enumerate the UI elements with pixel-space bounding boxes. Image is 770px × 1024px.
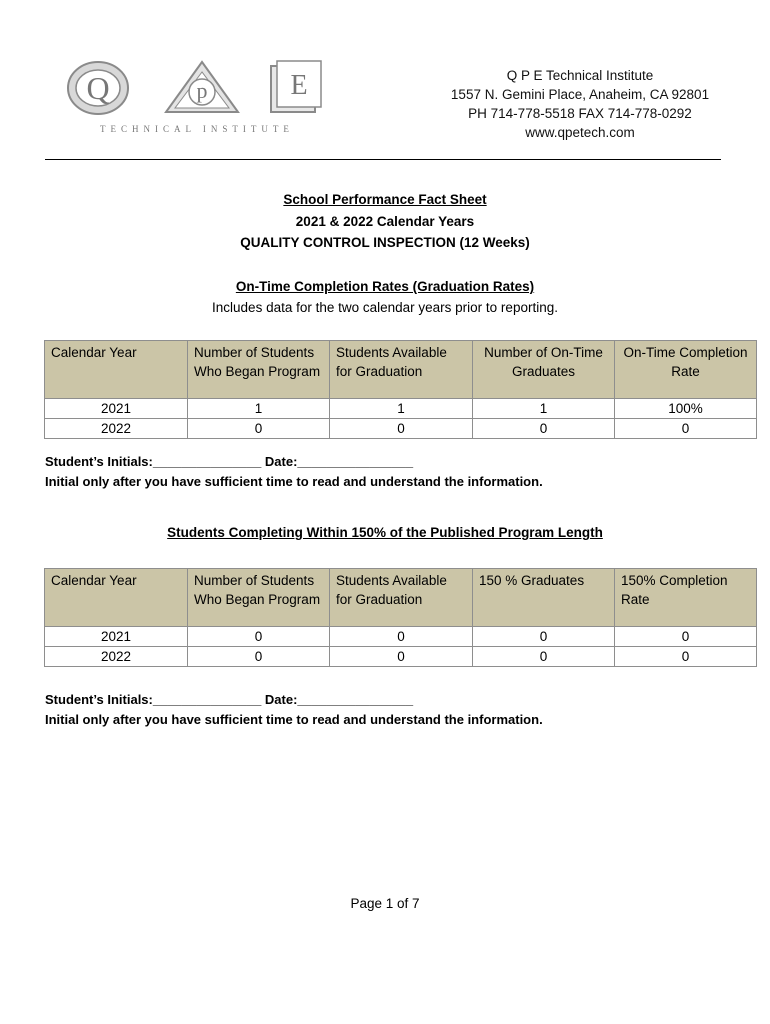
header-cell: Calendar Year (45, 341, 188, 399)
page-number: Page 1 of 7 (350, 896, 420, 911)
table-row (45, 419, 757, 439)
table-cell: 2021 (45, 627, 188, 647)
section2-heading: Students Completing Within 150% of the Published Program Length (167, 525, 603, 540)
completion-150-table (44, 568, 757, 667)
table-cell: 0 (330, 419, 473, 439)
logo-caption: TECHNICAL INSTITUTE (100, 124, 294, 134)
table-cell: 0 (473, 627, 615, 647)
section-on-time-heading (0, 276, 770, 318)
document-titles (0, 189, 770, 254)
table-cell: 0 (188, 627, 330, 647)
table-cell: 2021 (45, 399, 188, 419)
header-divider (45, 159, 721, 160)
table-cell: 1 (188, 399, 330, 419)
document-years: 2021 & 2022 Calendar Years (295, 213, 475, 229)
table-cell: 1 (330, 399, 473, 419)
header-cell: Students Available for Graduation (330, 569, 473, 627)
header-cell: 150 % Graduates (473, 569, 615, 627)
program-name: QUALITY CONTROL INSPECTION (12 Weeks) (240, 235, 530, 250)
institute-name: Q P E Technical Institute (506, 68, 654, 83)
table-cell: 0 (473, 419, 615, 439)
table-cell: 2022 (45, 419, 188, 439)
table-header-row (45, 341, 757, 399)
logo-letter-q: Q (86, 70, 110, 106)
table-cell: 0 (330, 627, 473, 647)
logo-q-mark (68, 62, 128, 114)
document-title: School Performance Fact Sheet (283, 192, 487, 207)
table-cell: 0 (615, 419, 757, 439)
table-row (45, 627, 757, 647)
institute-address: 1557 N. Gemini Place, Anaheim, CA 92801 (450, 87, 710, 102)
table-cell: 100% (615, 399, 757, 419)
section1-heading: On-Time Completion Rates (Graduation Rates) (235, 279, 535, 294)
table-cell: 0 (473, 647, 615, 667)
table-cell: 0 (188, 419, 330, 439)
initials-instruction: Initial only after you have sufficient time to read and understand the information. (45, 712, 543, 727)
table-cell: 0 (615, 627, 757, 647)
initials-instruction: Initial only after you have sufficient time to read and understand the information. (45, 474, 543, 489)
table-cell: 0 (615, 647, 757, 667)
header-cell: 150% Completion Rate (615, 569, 757, 627)
table-cell: 0 (330, 647, 473, 667)
logo-p-mark (166, 62, 238, 112)
institute-website: www.qpetech.com (525, 125, 635, 140)
initials-block-1 (45, 452, 543, 492)
header-cell: Number of Students Who Began Program (188, 341, 330, 399)
logo-letter-p: p (196, 78, 208, 103)
header-cell: Students Available for Graduation (330, 341, 473, 399)
contact-block (420, 66, 740, 142)
header-cell: On-Time Completion Rate (615, 341, 757, 399)
logo-e-mark (271, 61, 321, 112)
on-time-completion-table (44, 340, 757, 439)
initials-date-line[interactable]: Student’s Initials:_______________ Date:________________ (45, 692, 414, 707)
header-cell: Calendar Year (45, 569, 188, 627)
header-cell: Number of Students Who Began Program (188, 569, 330, 627)
table-row (45, 399, 757, 419)
logo-letter-e: E (290, 70, 308, 101)
initials-block-2 (45, 690, 543, 730)
header-cell: Number of On-Time Graduates (473, 341, 615, 399)
table-cell: 2022 (45, 647, 188, 667)
table-row (45, 647, 757, 667)
table-cell: 0 (188, 647, 330, 667)
section1-subheading: Includes data for the two calendar years prior to reporting. (212, 300, 558, 315)
table-cell: 1 (473, 399, 615, 419)
institute-phone-fax: PH 714-778-5518 FAX 714-778-0292 (468, 106, 692, 121)
initials-date-line[interactable]: Student’s Initials:_______________ Date:________________ (45, 454, 414, 469)
table-header-row (45, 569, 757, 627)
